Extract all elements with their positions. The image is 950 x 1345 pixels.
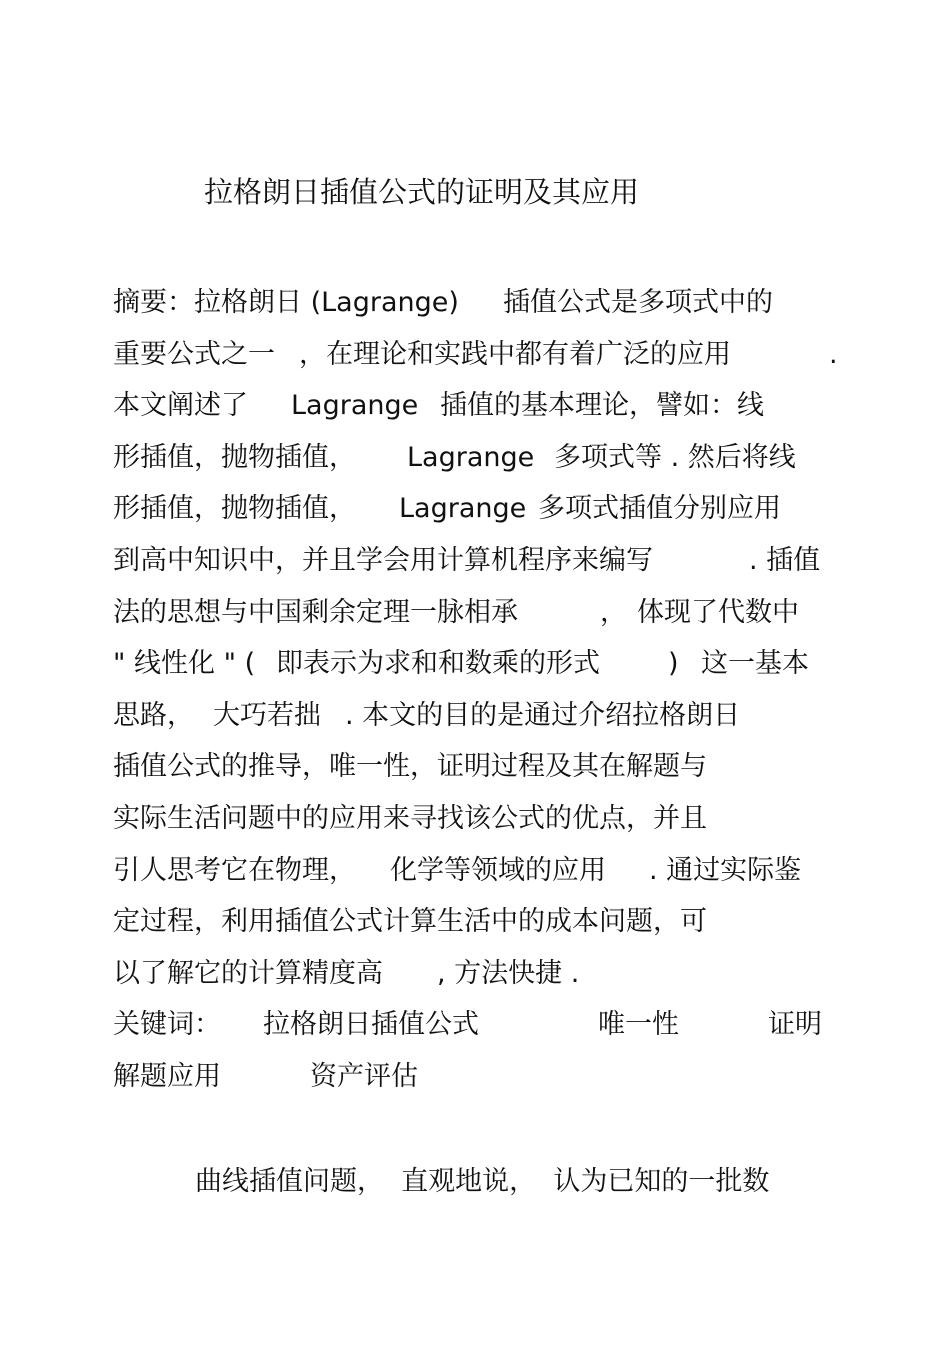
abstract-line — [113, 948, 843, 1000]
abstract-text: . — [829, 338, 838, 370]
abstract-text: Lagrange — [399, 493, 527, 525]
keyword: 拉格朗日插值公式 — [263, 1009, 479, 1041]
abstract-text: 体现了代数中 — [637, 596, 799, 628]
abstract-text: 重要公式之一 — [113, 338, 275, 370]
abstract-line — [113, 329, 843, 381]
keyword: 唯一性 — [598, 1009, 679, 1041]
abstract-text: 引人思考它在物理， — [113, 854, 356, 886]
abstract-text: 多项式插值分别应用 — [538, 493, 781, 525]
keywords-label: 关键词： — [113, 1009, 221, 1041]
body-paragraph-start: 曲线插值问题， 直观地说， 认为已知的一批数 — [195, 1166, 770, 1197]
abstract-text: 插值公式的推导，唯一性，证明过程及其在解题与 — [113, 751, 707, 783]
abstract-text: 形插值，抛物插值， — [113, 441, 356, 473]
abstract-line — [113, 587, 843, 639]
abstract-line — [113, 690, 843, 742]
abstract-text: Lagrange — [291, 390, 419, 422]
abstract-line — [113, 638, 843, 690]
abstract-line — [113, 483, 843, 535]
abstract-text: ，在理论和实践中都有着广泛的应用 — [299, 338, 731, 370]
keyword: 解题应用 — [113, 1060, 221, 1092]
abstract-text: " 线性化 " ( — [113, 648, 256, 680]
abstract-text: 以了解它的计算精度高 — [113, 957, 383, 989]
abstract-text: ， — [600, 596, 627, 628]
keyword: 资产评估 — [310, 1060, 418, 1092]
abstract-line — [113, 793, 843, 845]
abstract-text: 多项式等 . 然后将线 — [554, 441, 796, 473]
abstract-text: 实际生活问题中的应用来寻找该公式的优点，并且 — [113, 802, 707, 834]
abstract-text: 插值公式是多项式中的 — [503, 287, 773, 318]
abstract-line — [113, 432, 843, 484]
abstract-text: 大巧若拙 — [213, 699, 321, 731]
abstract-text: 到高中知识中，并且学会用计算机程序来编写 — [113, 544, 653, 576]
abstract-text: 本文阐述了 — [113, 390, 248, 422]
abstract-line — [113, 741, 843, 793]
keywords-line — [113, 1051, 843, 1103]
abstract-text: . 通过实际鉴 — [649, 854, 802, 886]
abstract-text: 插值的基本理论，譬如：线 — [440, 390, 764, 422]
abstract-line — [113, 535, 843, 587]
abstract-line — [113, 380, 843, 432]
abstract-text: 即表示为求和和数乘的形式 — [276, 648, 600, 680]
abstract-text: 这一基本 — [701, 648, 809, 680]
abstract-line — [113, 896, 843, 948]
abstract-text: ) — [668, 648, 679, 680]
abstract-text: 法的思想与中国剩余定理一脉相承 — [113, 596, 518, 628]
abstract-text: 化学等领域的应用 — [390, 854, 606, 886]
abstract-section — [113, 277, 843, 1103]
abstract-text: 思路， — [113, 699, 194, 731]
keyword: 证明 — [768, 1009, 822, 1041]
abstract-text: 摘要：拉格朗日 (Lagrange) — [113, 287, 459, 318]
abstract-text: 形插值，抛物插值， — [113, 493, 356, 525]
abstract-text: . 插值 — [749, 544, 821, 576]
abstract-line — [113, 845, 843, 897]
abstract-text: . 本文的目的是通过介绍拉格朗日 — [345, 699, 741, 731]
abstract-text: 定过程，利用插值公式计算生活中的成本问题，可 — [113, 906, 707, 938]
abstract-text: Lagrange — [407, 441, 535, 473]
abstract-line — [113, 277, 843, 329]
keywords-line — [113, 999, 843, 1051]
document-title: 拉格朗日插值公式的证明及其应用 — [204, 175, 640, 209]
abstract-text: , 方法快捷 . — [437, 957, 580, 989]
